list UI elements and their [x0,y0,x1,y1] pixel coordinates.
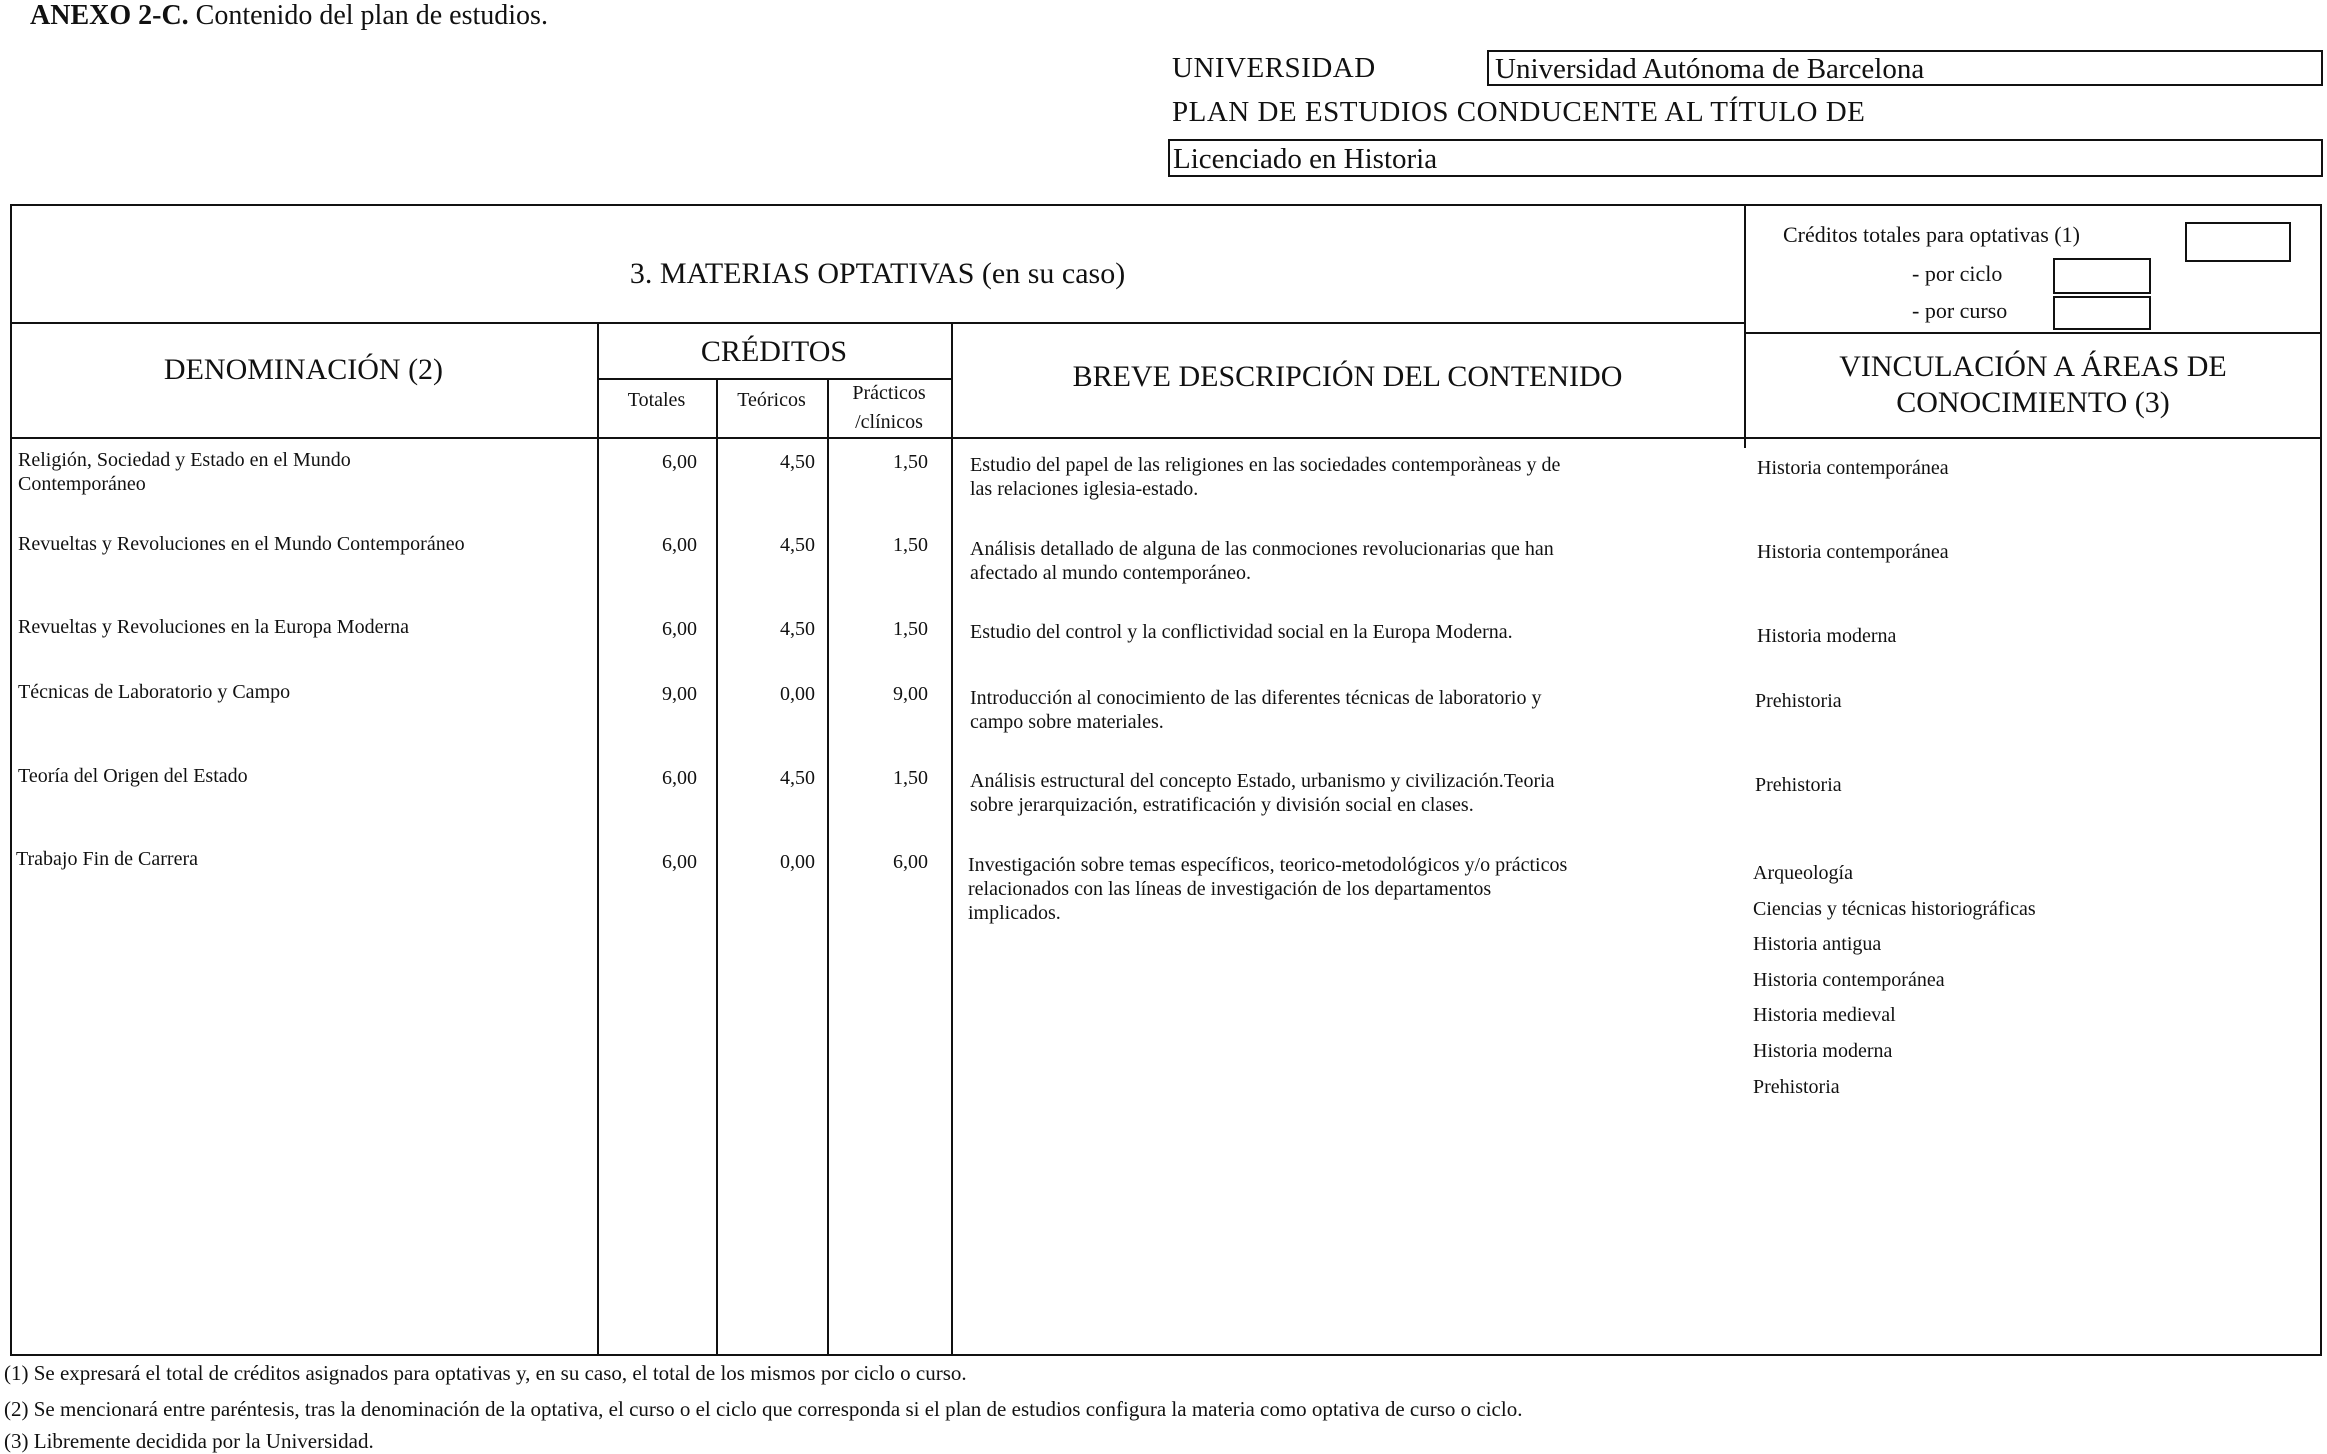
table-row-1-area: Historia contemporánea [1757,457,1949,479]
table-row-3-name: Revueltas y Revoluciones en la Europa Moderna [18,616,409,638]
table-row-2-name: Revueltas y Revoluciones en el Mundo Contemporáneo [18,533,465,555]
section-divider-right [1744,332,2322,334]
per-cycle-label: - por ciclo [1912,261,2003,286]
table-row-5-desc: Análisis estructural del concepto Estado, urbanismo y civilización.Teoria sobre jerarquización, estratificación y división social en clases. [970,770,1555,816]
table-row-2-area: Historia contemporánea [1757,541,1949,563]
footnote-2: (2) Se mencionará entre paréntesis, tras la denominación de la optativa, el curso o el ciclo que corresponda si el plan de estudios configura la materia como optativa de curso o ciclo. [4,1397,1523,1421]
area-item: Historia moderna [1753,1039,1893,1062]
table-row-6-teoricos: 0,00 [780,851,815,873]
table-row-5-teoricos: 4,50 [780,767,815,789]
table-row-6-practicos: 6,00 [893,851,928,873]
table-row-6-areas [1753,856,2036,1105]
total-credits-label: Créditos totales para optativas (1) [1783,222,2080,247]
degree-title-field: Licenciado en Historia [1168,139,2323,177]
table-row-6-totales: 6,00 [662,851,697,873]
table-row-2-desc: Análisis detallado de alguna de las conmociones revolucionarias que han afectado al mundo contemporáneo. [970,538,1554,584]
creditos-divider [597,378,951,380]
table-row-1-teoricos: 4,50 [780,451,815,473]
footnote-3: (3) Libremente decidida por la Universidad. [4,1429,374,1453]
col-teoricos: Teóricos [737,389,806,411]
area-item: Ciencias y técnicas historiográficas [1753,897,2036,920]
table-row-3-desc: Estudio del control y la conflictividad social en la Europa Moderna. [970,621,1513,643]
col-totales: Totales [627,389,686,411]
col-denominacion: DENOMINACIÓN (2) [163,353,444,386]
plan-label: PLAN DE ESTUDIOS CONDUCENTE AL TÍTULO DE [1172,96,1866,128]
table-row-2-practicos: 1,50 [893,534,928,556]
section-title: 3. MATERIAS OPTATIVAS (en su caso) [629,257,1126,290]
col-line-4 [951,322,953,1354]
table-row-6-name: Trabajo Fin de Carrera [16,848,198,870]
table-row-1-name: Religión, Sociedad y Estado en el Mundo Contemporáneo [18,449,351,495]
table-row-4-area: Prehistoria [1755,690,1842,712]
table-row-3-practicos: 1,50 [893,618,928,640]
table-row-1-practicos: 1,50 [893,451,928,473]
header-bottom-line [10,437,2322,439]
table-row-3-area: Historia moderna [1757,625,1897,647]
table-row-5-name: Teoría del Origen del Estado [18,765,248,787]
table-row-5-area: Prehistoria [1755,774,1842,796]
table-row-5-totales: 6,00 [662,767,697,789]
table-row-5-practicos: 1,50 [893,767,928,789]
table-row-2-totales: 6,00 [662,534,697,556]
table-row-3-totales: 6,00 [662,618,697,640]
university-field: Universidad Autónoma de Barcelona [1487,50,2323,86]
footnote-1: (1) Se expresará el total de créditos asignados para optativas y, en su caso, el total de los mismos por ciclo o curso. [4,1361,967,1385]
area-item: Historia medieval [1753,1004,1896,1027]
per-cycle-box [2053,258,2151,294]
annex-title [30,0,548,32]
table-row-4-totales: 9,00 [662,683,697,705]
per-course-box [2053,296,2151,330]
area-item: Historia contemporánea [1753,968,1945,991]
area-item: Prehistoria [1753,1075,1840,1098]
area-item: Historia antigua [1753,933,1882,956]
per-course-label: - por curso [1912,298,2008,323]
table-row-6-desc: Investigación sobre temas específicos, teorico-metodológicos y/o prácticos relacionados con las líneas de investigación de los departamentos implicados. [968,854,1568,924]
university-label: UNIVERSIDAD [1172,52,1376,84]
table-row-4-name: Técnicas de Laboratorio y Campo [18,681,291,703]
table-row-1-totales: 6,00 [662,451,697,473]
area-item: Arqueología [1753,862,1853,884]
total-credits-box [2185,222,2291,262]
table-row-4-practicos: 9,00 [893,683,928,705]
annex-title-bold: ANEXO 2-C. [30,0,189,31]
section-divider [10,322,1744,324]
col-vinculacion-1: VINCULACIÓN A ÁREAS DE [1839,350,2227,383]
col-line-1 [597,322,599,1354]
table-row-2-teoricos: 4,50 [780,534,815,556]
annex-title-text: Contenido del plan de estudios. [188,0,548,31]
table-row-4-desc: Introducción al conocimiento de las diferentes técnicas de laboratorio y campo sobre materiales. [970,687,1542,733]
col-creditos: CRÉDITOS [700,335,848,368]
table-row-3-teoricos: 4,50 [780,618,815,640]
col-practicos: Prácticos [852,382,926,404]
col-clinicos: /clínicos [855,411,923,433]
col-vinculacion-2: CONOCIMIENTO (3) [1896,386,2170,419]
table-row-1-desc: Estudio del papel de las religiones en las sociedades contemporàneas y de las relaciones iglesia-estado. [970,454,1561,500]
table-row-4-teoricos: 0,00 [780,683,815,705]
col-descripcion: BREVE DESCRIPCIÓN DEL CONTENIDO [1072,360,1623,393]
